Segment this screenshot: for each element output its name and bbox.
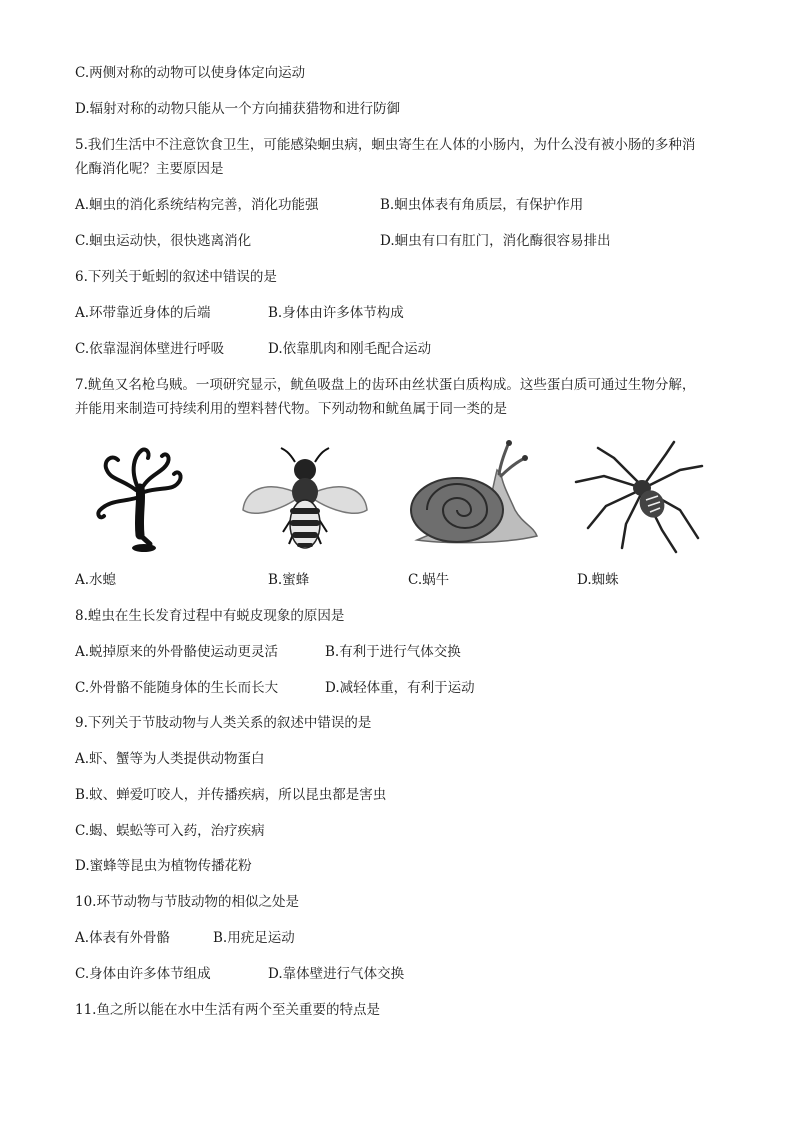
q7-stem-line2: 并能用来制造可持续利用的塑料替代物。下列动物和鱿鱼属于同一类的是: [75, 401, 507, 417]
q8-stem: 8.蝗虫在生长发育过程中有蜕皮现象的原因是: [75, 608, 345, 624]
q5-option-a: A.蛔虫的消化系统结构完善，消化功能强: [75, 197, 319, 213]
q9-stem: 9.下列关于节肢动物与人类关系的叙述中错误的是: [75, 715, 372, 731]
q8-option-c: C.外骨骼不能随身体的生长而长大: [75, 680, 279, 696]
q6-option-a: A.环带靠近身体的后端: [75, 305, 211, 321]
q8-option-a: A.蜕掉原来的外骨骼使运动更灵活: [75, 644, 279, 660]
q7-option-c: C.蜗牛: [408, 572, 450, 588]
q10-option-c: C.身体由许多体节组成: [75, 966, 211, 982]
q7-stem-line1: 7.鱿鱼又名枪乌贼。一项研究显示，鱿鱼吸盘上的齿环由丝状蛋白质构成。这些蛋白质可通过生物分解，: [75, 377, 696, 393]
q5-stem-line1: 5.我们生活中不注意饮食卫生，可能感染蛔虫病，蛔虫寄生在人体的小肠内，为什么没有被小肠的多种消: [75, 137, 696, 153]
q9-option-d: D.蜜蜂等昆虫为植物传播花粉: [75, 858, 252, 874]
q8-option-b: B.有利于进行气体交换: [325, 644, 461, 660]
q5-option-b: B.蛔虫体表有角质层，有保护作用: [380, 197, 584, 213]
q9-option-b: B.蚊、蝉爱叮咬人，并传播疾病，所以昆虫都是害虫: [75, 787, 387, 803]
q8-option-d: D.减轻体重，有利于运动: [325, 680, 475, 696]
q9-option-c: C.蝎、蜈蚣等可入药，治疗疾病: [75, 823, 265, 839]
q6-option-b: B.身体由许多体节构成: [268, 305, 404, 321]
spider-image: [570, 440, 710, 555]
q10-option-b: B.用疣足运动: [213, 930, 295, 946]
q5-option-c: C.蛔虫运动快，很快逃离消化: [75, 233, 252, 249]
q9-option-a: A.虾、蟹等为人类提供动物蛋白: [75, 751, 265, 767]
q4-option-c: C.两侧对称的动物可以使身体定向运动: [75, 65, 306, 81]
q7-option-b: B.蜜蜂: [268, 572, 310, 588]
snail-image: [405, 440, 545, 555]
q5-option-d: D.蛔虫有口有肛门，消化酶很容易排出: [380, 233, 611, 249]
q6-option-d: D.依靠肌肉和刚毛配合运动: [268, 341, 432, 357]
q7-option-d: D.蜘蛛: [577, 572, 619, 588]
q7-option-a: A.水螅: [75, 572, 117, 588]
hydra-image: [70, 440, 210, 555]
q5-stem-line2: 化酶消化呢？主要原因是: [75, 161, 224, 177]
q10-option-a: A.体表有外骨骼: [75, 930, 171, 946]
q11-stem: 11.鱼之所以能在水中生活有两个至关重要的特点是: [75, 1002, 380, 1018]
bee-image: [235, 440, 375, 555]
q10-stem: 10.环节动物与节肢动物的相似之处是: [75, 894, 299, 910]
q10-option-d: D.靠体壁进行气体交换: [268, 966, 405, 982]
q6-stem: 6.下列关于蚯蚓的叙述中错误的是: [75, 269, 277, 285]
q4-option-d: D.辐射对称的动物只能从一个方向捕获猎物和进行防御: [75, 101, 401, 117]
q6-option-c: C.依靠湿润体壁进行呼吸: [75, 341, 225, 357]
